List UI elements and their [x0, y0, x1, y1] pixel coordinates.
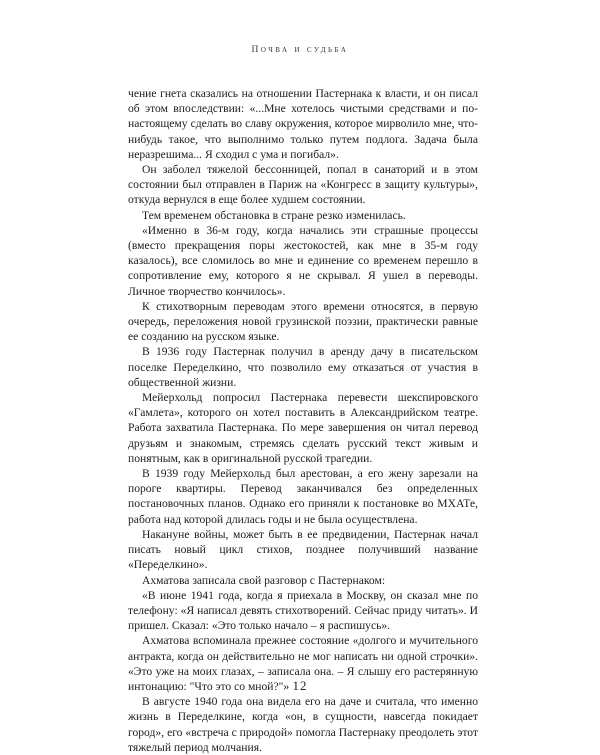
paragraph: чение гнета сказались на отношении Пастернака к власти, и он писал об этом впоследствии: «...Мне хотелось чистыми средствами и по-настоящему сделать во славу окружения, которое мирволило мне, что-нибудь такое, что выполнимо только путем подлога. Задача была неразрешима... Я сходил с ума и погибал».: [128, 87, 478, 161]
paragraph: В августе 1940 года она видела его на даче и считала, что именно жизнь в Переделкине, когда «он, в сущности, навсегда покидает город», его «встреча с природой» помогла Пастернаку преодолеть этот тяжелый период молчания.: [128, 695, 478, 754]
paragraph: В 1939 году Мейерхольд был арестован, а его жену зарезали на пороге квартиры. Перевод заканчивался без определенных постановочных планов. Однако его приняли к постановке во МХАТе, работа над которой длилась годы и не была осуществлена.: [128, 467, 478, 526]
paragraph: К стихотворным переводам этого времени относятся, в первую очередь, переложения новой грузинской поэзии, практически равные ее созданию на русском языке.: [128, 299, 478, 344]
paragraph: Накануне войны, может быть в ее предвидении, Пастернак начал писать новый цикл стихов, позднее получивший название «Переделкино».: [128, 527, 478, 572]
paragraph: Тем временем обстановка в стране резко изменилась.: [142, 208, 406, 222]
page-number: 12: [292, 678, 308, 693]
body-text: [128, 86, 478, 755]
paragraph: Ахматова вспоминала прежнее состояние «долгого и мучительного антракта, когда он действительно не мог написать ни одной строчки». «Это уже на моих глазах, – записала она. – Я слышу его растерянную интонацию: "Что это со мной?"»: [128, 634, 478, 693]
paragraph: Он заболел тяжелой бессонницей, попал в санаторий и в этом состоянии был отправлен в Париж на «Конгресс в защиту культуры», откуда вернулся в еще более худшем состоянии.: [128, 163, 478, 207]
paragraph: Ахматова записала свой разговор с Пастернаком:: [142, 573, 386, 587]
running-header: Почва и судьба: [251, 45, 349, 55]
paragraph: «Именно в 36-м году, когда начались эти страшные процессы (вместо прекращения поры жестокостей, как мне в 35-м году казалось), все сломилось во мне и единение со временем перешло в сопротивление ему, которого я не скрывал. Я ушел в переводы. Личное творчество кончилось».: [128, 223, 478, 298]
paragraph: Мейерхольд попросил Пастернака перевести шекспировского «Гамлета», которого он хотел поставить в Александрийском театре. Работа захватила Пастернака. По мере завершения он читал перевод друзьям и знакомым, стремясь сделать русский текст живым и понятным, как в оригинальной русской трагедии.: [128, 391, 478, 465]
paragraph: В 1936 году Пастернак получил в аренду дачу в писательском поселке Переделкино, что позволило ему отказаться от участия в общественной жизни.: [128, 345, 478, 389]
paragraph: «В июне 1941 года, когда я приехала в Москву, он сказал мне по телефону: «Я написал девять стихотворений. Сейчас приду читать». И пришел. Сказал: «Это только начало – я распишусь».: [128, 588, 478, 633]
